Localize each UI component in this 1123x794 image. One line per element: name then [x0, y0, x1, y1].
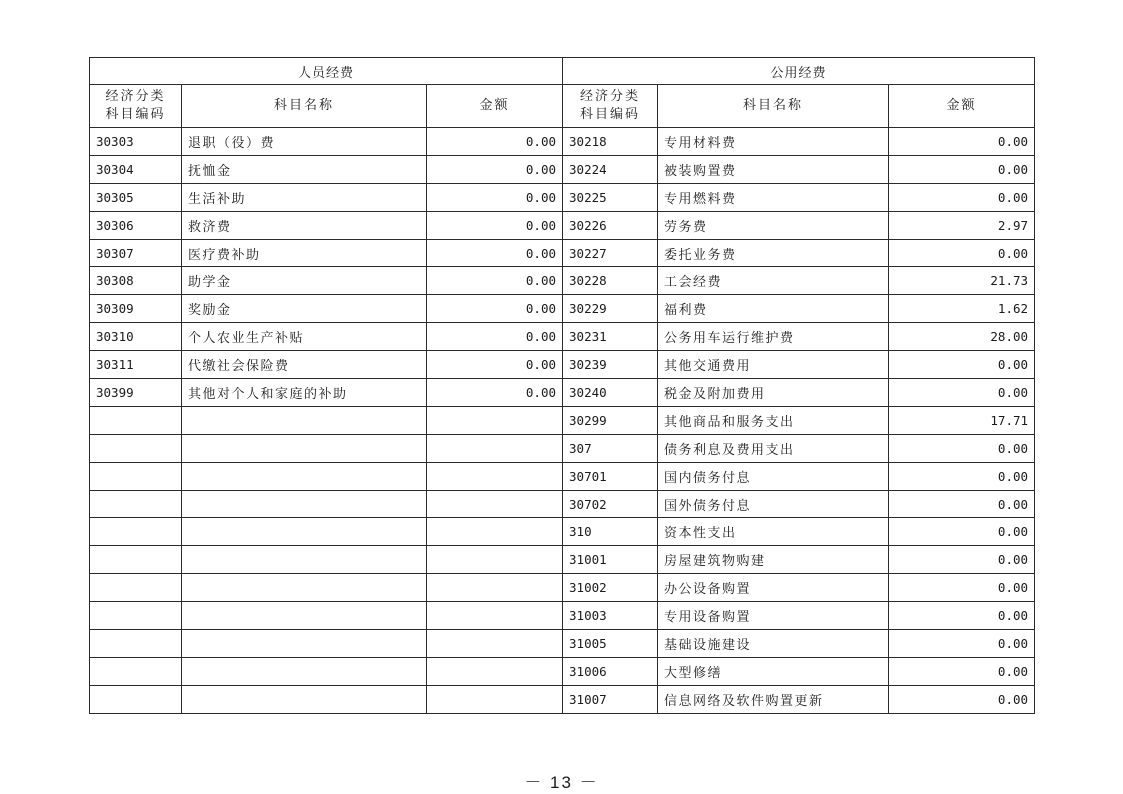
column-header-row: [90, 85, 1035, 128]
table-row: [90, 323, 1035, 351]
left-amount-cell: 0.00: [427, 351, 563, 379]
right-name-cell: 税金及附加费用: [658, 379, 889, 407]
right-code-cell: 30226: [563, 211, 658, 239]
right-name-cell: 被装购置费: [658, 155, 889, 183]
table-row: [90, 406, 1035, 434]
left-empty-cell: [90, 574, 182, 602]
right-amount-cell: 0.00: [889, 685, 1035, 713]
left-name-cell: 代缴社会保险费: [182, 351, 427, 379]
left-empty-cell: [90, 434, 182, 462]
right-name-header: 科目名称: [658, 85, 889, 128]
left-code-cell: 30303: [90, 128, 182, 156]
right-code-cell: 307: [563, 434, 658, 462]
right-code-cell: 30231: [563, 323, 658, 351]
left-empty-cell: [182, 574, 427, 602]
left-amount-cell: 0.00: [427, 155, 563, 183]
table-row: [90, 518, 1035, 546]
right-name-cell: 公务用车运行维护费: [658, 323, 889, 351]
left-empty-cell: [90, 685, 182, 713]
right-code-cell: 31006: [563, 657, 658, 685]
right-name-cell: 房屋建筑物购建: [658, 546, 889, 574]
right-code-cell: 30701: [563, 462, 658, 490]
right-name-cell: 国内债务付息: [658, 462, 889, 490]
right-name-cell: 其他商品和服务支出: [658, 406, 889, 434]
table-row: [90, 546, 1035, 574]
right-amount-cell: 21.73: [889, 267, 1035, 295]
left-amount-cell: 0.00: [427, 128, 563, 156]
right-code-cell: 30227: [563, 239, 658, 267]
right-name-cell: 劳务费: [658, 211, 889, 239]
right-code-cell: 310: [563, 518, 658, 546]
left-empty-cell: [427, 602, 563, 630]
right-code-cell: 30218: [563, 128, 658, 156]
right-name-cell: 国外债务付息: [658, 490, 889, 518]
table-row: [90, 602, 1035, 630]
left-empty-cell: [427, 406, 563, 434]
right-amount-cell: 0.00: [889, 128, 1035, 156]
right-amount-cell: 17.71: [889, 406, 1035, 434]
table-row: [90, 155, 1035, 183]
right-name-cell: 专用设备购置: [658, 602, 889, 630]
right-amount-cell: 0.00: [889, 183, 1035, 211]
table-row: [90, 211, 1035, 239]
left-empty-cell: [182, 462, 427, 490]
right-name-cell: 专用燃料费: [658, 183, 889, 211]
left-empty-cell: [90, 462, 182, 490]
left-amount-cell: 0.00: [427, 183, 563, 211]
table-row: [90, 630, 1035, 658]
right-name-cell: 信息网络及软件购置更新: [658, 685, 889, 713]
left-amount-header: 金额: [427, 85, 563, 128]
table-row: [90, 462, 1035, 490]
left-empty-cell: [427, 630, 563, 658]
left-code-cell: 30307: [90, 239, 182, 267]
left-code-cell: 30399: [90, 379, 182, 407]
table-row: [90, 183, 1035, 211]
right-amount-cell: 28.00: [889, 323, 1035, 351]
left-name-header: 科目名称: [182, 85, 427, 128]
right-code-cell: 31007: [563, 685, 658, 713]
left-amount-cell: 0.00: [427, 379, 563, 407]
right-code-header-line1: 经济分类: [580, 89, 641, 104]
table-row: [90, 128, 1035, 156]
left-name-cell: 生活补助: [182, 183, 427, 211]
right-amount-cell: 0.00: [889, 574, 1035, 602]
right-amount-cell: 0.00: [889, 239, 1035, 267]
left-empty-cell: [182, 546, 427, 574]
table-row: [90, 239, 1035, 267]
right-code-cell: 30702: [563, 490, 658, 518]
right-amount-header: 金额: [889, 85, 1035, 128]
left-amount-cell: 0.00: [427, 239, 563, 267]
right-code-cell: 31003: [563, 602, 658, 630]
left-code-cell: 30308: [90, 267, 182, 295]
right-amount-cell: 0.00: [889, 351, 1035, 379]
right-code-cell: 30299: [563, 406, 658, 434]
left-empty-cell: [90, 657, 182, 685]
left-name-cell: 助学金: [182, 267, 427, 295]
page-number: － 13 －: [524, 773, 599, 792]
table-row: [90, 657, 1035, 685]
table-row: [90, 685, 1035, 713]
expenditure-table: [89, 57, 1035, 714]
right-name-cell: 其他交通费用: [658, 351, 889, 379]
table-row: [90, 351, 1035, 379]
left-name-cell: 救济费: [182, 211, 427, 239]
left-empty-cell: [90, 546, 182, 574]
right-name-cell: 委托业务费: [658, 239, 889, 267]
left-amount-cell: 0.00: [427, 323, 563, 351]
left-code-cell: 30310: [90, 323, 182, 351]
left-empty-cell: [427, 574, 563, 602]
right-name-cell: 福利费: [658, 295, 889, 323]
left-empty-cell: [90, 518, 182, 546]
left-empty-cell: [427, 518, 563, 546]
left-code-header: [90, 85, 182, 128]
left-empty-cell: [182, 490, 427, 518]
right-code-cell: 30225: [563, 183, 658, 211]
left-empty-cell: [427, 657, 563, 685]
right-code-cell: 30240: [563, 379, 658, 407]
left-amount-cell: 0.00: [427, 295, 563, 323]
left-empty-cell: [427, 434, 563, 462]
right-name-cell: 资本性支出: [658, 518, 889, 546]
right-name-cell: 债务利息及费用支出: [658, 434, 889, 462]
right-code-cell: 30224: [563, 155, 658, 183]
left-name-cell: 其他对个人和家庭的补助: [182, 379, 427, 407]
left-empty-cell: [90, 406, 182, 434]
left-empty-cell: [90, 490, 182, 518]
right-code-cell: 30239: [563, 351, 658, 379]
right-amount-cell: 0.00: [889, 518, 1035, 546]
left-empty-cell: [427, 490, 563, 518]
right-code-cell: 30229: [563, 295, 658, 323]
section-header-row: [90, 58, 1035, 85]
right-code-cell: 31001: [563, 546, 658, 574]
left-code-cell: 30305: [90, 183, 182, 211]
right-code-header-line2: 科目编码: [580, 107, 641, 122]
left-empty-cell: [427, 685, 563, 713]
left-empty-cell: [182, 434, 427, 462]
right-amount-cell: 0.00: [889, 602, 1035, 630]
public-expense-title: 公用经费: [563, 58, 1035, 85]
right-amount-cell: 2.97: [889, 211, 1035, 239]
left-empty-cell: [182, 602, 427, 630]
left-code-cell: 30304: [90, 155, 182, 183]
left-amount-cell: 0.00: [427, 267, 563, 295]
left-code-cell: 30309: [90, 295, 182, 323]
right-amount-cell: 0.00: [889, 490, 1035, 518]
right-code-cell: 30228: [563, 267, 658, 295]
right-amount-cell: 0.00: [889, 546, 1035, 574]
left-empty-cell: [182, 406, 427, 434]
right-name-cell: 专用材料费: [658, 128, 889, 156]
left-name-cell: 个人农业生产补贴: [182, 323, 427, 351]
left-empty-cell: [182, 630, 427, 658]
right-amount-cell: 0.00: [889, 657, 1035, 685]
personnel-expense-title: 人员经费: [90, 58, 563, 85]
left-empty-cell: [90, 630, 182, 658]
left-code-header-line1: 经济分类: [105, 89, 166, 104]
right-name-cell: 大型修缮: [658, 657, 889, 685]
left-code-header-line2: 科目编码: [105, 107, 166, 122]
left-empty-cell: [90, 602, 182, 630]
right-name-cell: 基础设施建设: [658, 630, 889, 658]
left-empty-cell: [182, 685, 427, 713]
left-name-cell: 奖励金: [182, 295, 427, 323]
table-row: [90, 490, 1035, 518]
right-amount-cell: 0.00: [889, 155, 1035, 183]
left-name-cell: 抚恤金: [182, 155, 427, 183]
right-code-cell: 31005: [563, 630, 658, 658]
left-empty-cell: [182, 518, 427, 546]
table-row: [90, 379, 1035, 407]
table-row: [90, 434, 1035, 462]
left-empty-cell: [427, 546, 563, 574]
right-code-header: [563, 85, 658, 128]
table-body: [90, 128, 1035, 714]
left-empty-cell: [427, 462, 563, 490]
left-name-cell: 退职（役）费: [182, 128, 427, 156]
left-name-cell: 医疗费补助: [182, 239, 427, 267]
left-code-cell: 30306: [90, 211, 182, 239]
table-row: [90, 295, 1035, 323]
right-code-cell: 31002: [563, 574, 658, 602]
table-row: [90, 267, 1035, 295]
right-amount-cell: 1.62: [889, 295, 1035, 323]
right-amount-cell: 0.00: [889, 462, 1035, 490]
left-empty-cell: [182, 657, 427, 685]
right-amount-cell: 0.00: [889, 434, 1035, 462]
left-amount-cell: 0.00: [427, 211, 563, 239]
right-amount-cell: 0.00: [889, 379, 1035, 407]
right-name-cell: 工会经费: [658, 267, 889, 295]
right-name-cell: 办公设备购置: [658, 574, 889, 602]
left-code-cell: 30311: [90, 351, 182, 379]
table-row: [90, 574, 1035, 602]
right-amount-cell: 0.00: [889, 630, 1035, 658]
